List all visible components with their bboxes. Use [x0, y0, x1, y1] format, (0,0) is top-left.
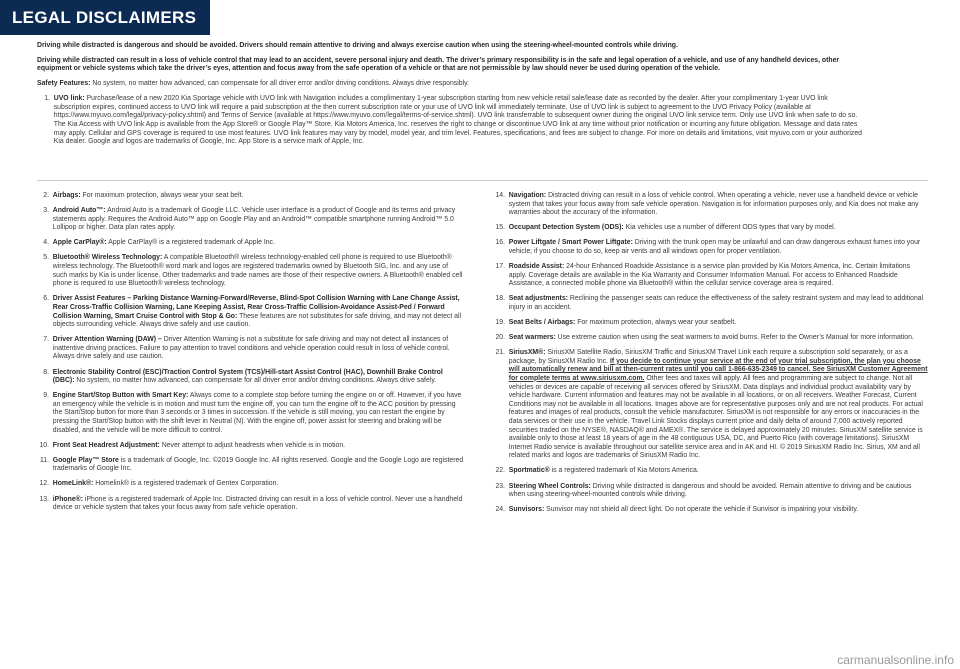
footnote-label: Driver Attention Warning (DAW) –: [52, 334, 162, 344]
footnote-item: [492, 238, 929, 255]
footnote-text: A compatible Bluetooth® wireless technology-enabled cell phone is required to use Bluetooth® wireless technology. The Bluetooth® word mark and logos are registered trademarks owned by Bluetooth SIG, Inc. and any use of such marks by Kia is under license. Other trademarks and trade names are those of their respective owners. A Bluetooth® enabled cell phone is required to use Bluetooth® wireless technology.: [52, 252, 463, 288]
footnote-item: [36, 206, 464, 232]
safety-features-note: Safety Features: No system, no matter how advanced, can compensate for all driver error and/or driving conditions. Always drive responsibly.: [37, 78, 469, 88]
footnote-item: [492, 318, 929, 327]
footnote-label: Bluetooth® Wireless Technology:: [52, 252, 163, 262]
footnote-text: Apple CarPlay® is a registered trademark of Apple Inc.: [106, 237, 275, 247]
footnote-text: Homelink® is a registered trademark of Gentex Corporation.: [93, 478, 279, 488]
footnote-label: Occupant Detection System (ODS):: [508, 222, 624, 232]
footnote-text: Never attempt to adjust headrests when vehicle is in motion.: [159, 439, 346, 449]
footnote-number: 13.: [39, 493, 50, 503]
footnote-text: For maximum protection, always wear your seatbelt.: [575, 317, 737, 327]
footnote-number: 1.: [44, 92, 51, 102]
footnote-label: Apple CarPlay®:: [52, 237, 107, 247]
footnote-text: Driving while distracted is dangerous and should be avoided. Remain attentive to driving and be cautious when using steering-wheel-mounted controls while driving.: [508, 480, 912, 499]
footnote-item: [492, 294, 929, 311]
siriusxm-terms-link[interactable]: If you decide to continue your service at the end of your trial subscription, the plan you choose will automatically renew and bill at then-current rates until you call 1-866-635-2349 to cancel. See SiriusXM Customer Agreement for complete terms at www.siriusxm.com.: [508, 355, 928, 382]
footnote-label: Front Seat Headrest Adjustment:: [52, 439, 160, 449]
footnote-text: is a registered trademark of Kia Motors America.: [549, 465, 699, 475]
footnote-text: is a trademark of Google, Inc. ©2019 Google Inc. All rights reserved. Google and the Google Logo are registered trademarks of Google Inc.: [52, 454, 464, 473]
footnote-item: [492, 505, 929, 514]
footnote-number: 15.: [495, 222, 506, 232]
footnote-number: 11.: [39, 454, 50, 464]
footnote-text: 24-hour Enhanced Roadside Assistance is a service plan provided by Kia Motors America, Inc. Certain limitations apply. Coverage details are available in the Kia Warranty and Consumer Information Manual. For access to Enhanced Roadside Assistance, a connected mobile phone via Bluetooth® within the cellular service coverage area is required.: [508, 261, 911, 288]
footnote-number: 8.: [43, 366, 50, 376]
footnote-item: [492, 466, 929, 475]
footnote-number: 19.: [495, 317, 506, 327]
footnote-label: Steering Wheel Controls:: [508, 480, 591, 490]
footnote-item: [36, 294, 464, 328]
footnote-text: iPhone is a registered trademark of Apple Inc. Distracted driving can result in a loss of vehicle control. Never use a handheld device or vehicle system that takes your focus away from safe vehicle operation.: [52, 493, 463, 512]
footnote-label: Seat warmers:: [508, 332, 556, 342]
intro-warning-2: Driving while distracted can result in a loss of vehicle control that may lead to an accident, severe personal injury and death. The driver’s primary responsibility is in the safe and legal operation of a vehicle, and use of any handheld devices, other equipment or vehicle systems which take the driver’s eyes, attention and focus away from the safe operation of a vehicle or that are not permissible by law should never be used during operation of the vehicle.: [37, 54, 840, 73]
footnote-number: 9.: [43, 390, 50, 400]
footnote-number: 10.: [39, 439, 50, 449]
footnote-item: [36, 391, 464, 434]
footnote-number: 5.: [43, 252, 50, 262]
footnote-text: For maximum protection, always wear your seat belt.: [80, 190, 244, 199]
footnote-text: Reclining the passenger seats can reduce the effectiveness of the safety restraint system and may lead to additional injury in an accident.: [508, 293, 924, 311]
footnote-item: [36, 441, 464, 450]
divider: [37, 180, 928, 181]
footnote-item: [36, 238, 464, 247]
footnote-label: Sportmatic®: [508, 465, 550, 475]
footnote-label: Driver Assist Features – Parking Distance Warning-Forward/Reverse, Blind-Spot Collision Warning with Lane Change Assist, Rear Cross-Traffic Collision Warning, Lane Keeping Assist, Rear Cross-Traffic Collision-Avoidance Assist-Ped / Forward Collision Warning, Smart Cruise Control with Stop & Go:: [52, 293, 460, 320]
footnote-number: 17.: [495, 261, 506, 271]
footnote-number: 20.: [495, 332, 506, 342]
footnote-number: 23.: [495, 480, 506, 490]
footnote-label: iPhone®:: [52, 493, 84, 503]
footnote-item: [492, 223, 929, 232]
footnote-label: Google Play™ Store: [52, 454, 119, 464]
footnote-label: Power Liftgate / Smart Power Liftgate:: [508, 237, 633, 247]
section-title: LEGAL DISCLAIMERS: [12, 7, 197, 27]
watermark: carmanualsonline.info: [837, 653, 954, 667]
footnote-text: These features are not substitutes for safe driving, and may not detect all objects surrounding vehicle. Always drive safely and use caution.: [52, 310, 462, 329]
footnote-label: Seat Belts / Airbags:: [508, 317, 576, 327]
footnote-item: [492, 262, 929, 288]
footnote-label: Android Auto™:: [52, 205, 106, 215]
right-column: [492, 191, 929, 520]
footnote-label: Electronic Stability Control (ESC)/Traction Control System (TCS)/Hill-start Assist Control (HAC), Downhill Brake Control (DBC):: [52, 366, 443, 385]
footnote-item: [492, 482, 929, 499]
footnote-item: [36, 253, 464, 287]
footnote-number: 14.: [495, 190, 506, 199]
footnote-text: Driver Attention Warning is not a substitute for safe driving and may not detect all instances of inattentive driving practices. Failure to pay attention to travel conditions and vehicle operation could result in loss of vehicle control. Always drive safely and use caution.: [52, 334, 450, 361]
footnote-text: Distracted driving can result in a loss of vehicle control. When operating a vehicle, never use a handheld device or vehicle system that takes your focus away from safe vehicle operation. Navigation is for information purposes only, and Kia does not make any warranties about the accuracy of the information.: [508, 190, 919, 217]
footnote-item: [36, 335, 464, 361]
footnote-text: Use extreme caution when using the seat warmers to avoid burns. Refer to the Owner’s Manual for more information.: [555, 332, 914, 342]
footnote-label: Airbags:: [52, 190, 81, 199]
footnote-item: [36, 479, 464, 488]
footnote-label: Sunvisors:: [508, 504, 545, 514]
footnote-text: Driving with the trunk open may be unlawful and can draw dangerous exhaust fumes into your vehicle; if you choose to do so, keep air vents and all windows open for proper ventilation.: [508, 237, 921, 255]
footnote-item: [36, 191, 464, 200]
footnote-siriusxm: [492, 348, 929, 460]
footnote-label: Roadside Assist:: [508, 261, 565, 271]
footnote-text: No system, no matter how advanced, can compensate for all driver error and/or driving conditions. Always drive safely.: [74, 375, 437, 385]
footnote-number: 12.: [39, 478, 50, 488]
footnote-number: 24.: [495, 504, 506, 514]
footnote-text: Kia vehicles use a number of different ODS types that vary by model.: [623, 222, 836, 232]
footnote-label: Engine Start/Stop Button with Smart Key:: [52, 390, 189, 400]
footnote-text: Other fees and taxes will apply. All fees and programming are subject to change. Not all vehicles or devices are capable of receiving all services offered by SiriusXM. Data displays and individual product availability vary by vehicle hardware. Current information and features may not be available in all locations, or on all receivers. Weather Forecast, Current Conditions may not be available in all locations. Images above are for representative purposes only and are not real products. For actual features and images of real products, consult the vehicle manufacturer. SiriusXM is not responsible for any errors or inaccuracies in the data services or their use in the vehicle. Travel Link Stocks displays current price and daily delta of around 7,000 actively reported securities traded on the NYSE®, NASDAQ® and AMEX®. The service is delayed approximately 20 minutes. SiriusXM satellite service is available only to those at least 18 years of age in the 48 contiguous USA, DC, and Puerto Rico (with coverage limitations). SiriusXM Internet Radio service is available throughout our satellite service area and in AK and HI. © 2019 SiriusXM Radio Inc. Sirius, XM and all related marks and logos are trademarks of SiriusXM Radio Inc.: [508, 373, 923, 460]
footnote-number: 4.: [43, 237, 50, 247]
footnote-text: Android Auto is a trademark of Google LLC. Vehicle user interface is a product of Google and its terms and privacy statements apply. Requires the Android Auto™ app on Google Play and an Android™ compatible smartphone running Android™ 5.0 Lollipop or higher. Data plan rates apply.: [52, 205, 456, 232]
footnote-number: 2.: [43, 190, 50, 199]
footnote-label: Seat adjustments:: [508, 293, 568, 303]
footnote-item: [492, 333, 929, 342]
footnote-number: 16.: [495, 237, 506, 247]
footnote-number: 22.: [495, 465, 506, 475]
footnote-number: 7.: [43, 334, 50, 344]
footnote-item: [36, 456, 464, 473]
intro-block: [37, 41, 865, 146]
footnote-number: 21.: [495, 347, 506, 357]
footnote-label: SiriusXM®:: [508, 347, 546, 357]
footnote-label: Navigation:: [508, 190, 547, 199]
footnote-1: [37, 94, 865, 146]
footnote-text: Purchase/lease of a new 2020 Kia Sportage vehicle with UVO link with Navigation includes a complimentary 1-year subscription starting from new vehicle retail sale/lease date as recorded by the dealer. After your complimentary 1-year UVO link subscription expires, continued access to UVO link will require a paid subscription at the then current subscription rate or your use of UVO link will immediately terminate. Use of UVO link is subject to agreement to the UVO Privacy Policy (available at https://www.myuvo.com/legal/privacy-policy.shtml) and Terms of Service (available at https://www.myuvo.com/legal/terms-of-service.shtml). UVO link transferrable to subsequent owner during the original UVO link service term. Only use UVO link when safe to do so. The Kia Access with UVO link App is available from the App Store® or Google Play™ Store. Kia Motors America, Inc. reserves the right to change or discontinue UVO link at any time without prior notification or incurring any future obligation. Message and data rates may apply. Cellular and GPS coverage is required to use most features. UVO link features may vary by model, model year, and trim level. Features, specifications, and fees are subject to change. For more on details and limitations, visit myuvo.com or your authorized Kia dealer. Google and logos are trademarks of Google, Inc. App Store is a service mark of Apple, Inc.: [53, 92, 862, 146]
footnote-item: [492, 191, 929, 217]
footnote-number: 3.: [43, 205, 50, 215]
footnote-number: 18.: [495, 293, 506, 303]
footnote-text: Always come to a complete stop before turning the engine on or off. However, if you have an emergency while the vehicle is in motion and must turn the engine off, you can turn the engine off to the ACC position by pressing the Start/Stop button for more than 3 seconds or 3 times in succession. If the vehicle is still moving, you can restart the engine by pressing the Start/Stop button with the shift lever in Neutral (N). With the engine off, power assist for steering and braking will be disabled, and the vehicle will be more difficult to control.: [52, 390, 462, 434]
footnote-text: Sunvisor may not shield all direct light. Do not operate the vehicle if Sunvisor is impairing your visibility.: [544, 504, 859, 514]
footnote-item: [36, 495, 464, 512]
footnote-label: HomeLink®:: [52, 478, 94, 488]
footnote-label: UVO link:: [53, 92, 85, 102]
left-column: [36, 191, 464, 518]
section-header: [0, 0, 210, 35]
footnote-text: SiriusXM Satellite Radio, SiriusXM Traffic and SiriusXM Travel Link each require a subscription sold separately, or as a package, by SiriusXM Radio Inc.: [508, 347, 908, 365]
footnote-number: 6.: [43, 293, 50, 303]
footnote-item: [36, 368, 464, 385]
intro-warning-1: Driving while distracted is dangerous and should be avoided. Drivers should remain attentive to driving and always exercise caution when using the steering-wheel-mounted controls while driving.: [37, 40, 678, 49]
